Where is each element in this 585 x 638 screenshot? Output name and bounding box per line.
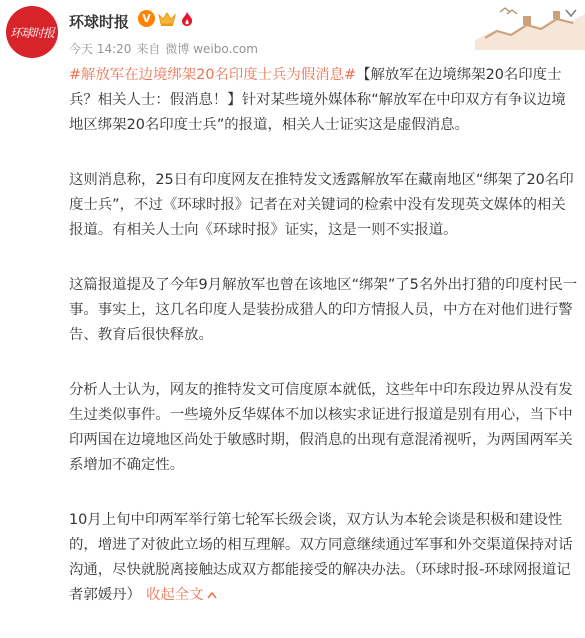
paragraph-1-text: 【解放军在边境绑架20名印度士兵？相关人士：假消息！】针对某些境外媒体称“解放军在中印双方有争议边境地区绑架20名印度士兵”的报道，相关人士证实这是虚假消息。 [69,67,566,133]
avatar-logo-text: 环球时报 [9,25,54,40]
post-time[interactable]: 今天 14:20 [69,42,132,56]
more-chevron-down-icon[interactable] [565,8,577,18]
post-meta [69,40,258,57]
collapse-label: 收起全文 [145,587,204,603]
paragraph-5 [69,508,579,608]
paragraph-3: 这篇报道提及了今年9月解放军也曾在该地区“绑架”了5名外出打猎的印度村民一事。事实上，这几名印度人是装扮成猎人的印方情报人员，中方在对他们进行警告、教育后很快释放。 [69,277,578,343]
collapse-button[interactable] [146,587,217,603]
paragraph-4: 分析人士认为，网友的推特发文可信度原本就低，这些年中印东段边界从没有发生过类似事件。一些境外反华媒体不加以核实求证进行报道是别有用心，当下中印两国在边境地区尚处于敏感时期，假消息的出现有意混淆视听，为两国两军关系增加不确定性。 [69,382,573,473]
hot-icon[interactable] [179,11,195,27]
avatar[interactable] [6,6,58,58]
hashtag-link[interactable]: #解放军在边境绑架20名印度士兵为假消息# [69,67,357,83]
paragraph-1 [69,63,579,138]
post-header [0,0,585,68]
verified-badge-icon: V [138,10,155,27]
post-content [69,63,579,638]
vip-crown-icon[interactable] [158,11,176,27]
author-badges [138,10,195,27]
author-name[interactable]: 环球时报 [69,13,130,31]
paragraph-5-text: 10月上旬中印两军举行第七轮军长级会谈，双方认为本轮会谈是积极和建设性的，增进了对彼此立场的相互理解。双方同意继续通过军事和外交渠道保持对话沟通，尽快就脱离接触达成双方都能接受的解决办法。（环球时报-环球网报道记者郭媛丹） [69,512,573,603]
paragraph-2: 这则消息称，25日有印度网友在推特发文透露解放军在藏南地区“绑架了20名印度士兵”，不过《环球时报》记者在对关键词的检索中没有发现英文媒体的相关报道。有相关人士向《环球时报》证实，这是一则不实报道。 [69,172,574,238]
post-source: 微博 weibo.com [165,42,258,56]
chevron-up-icon [207,591,217,599]
source-prefix: 来自 [136,42,161,56]
